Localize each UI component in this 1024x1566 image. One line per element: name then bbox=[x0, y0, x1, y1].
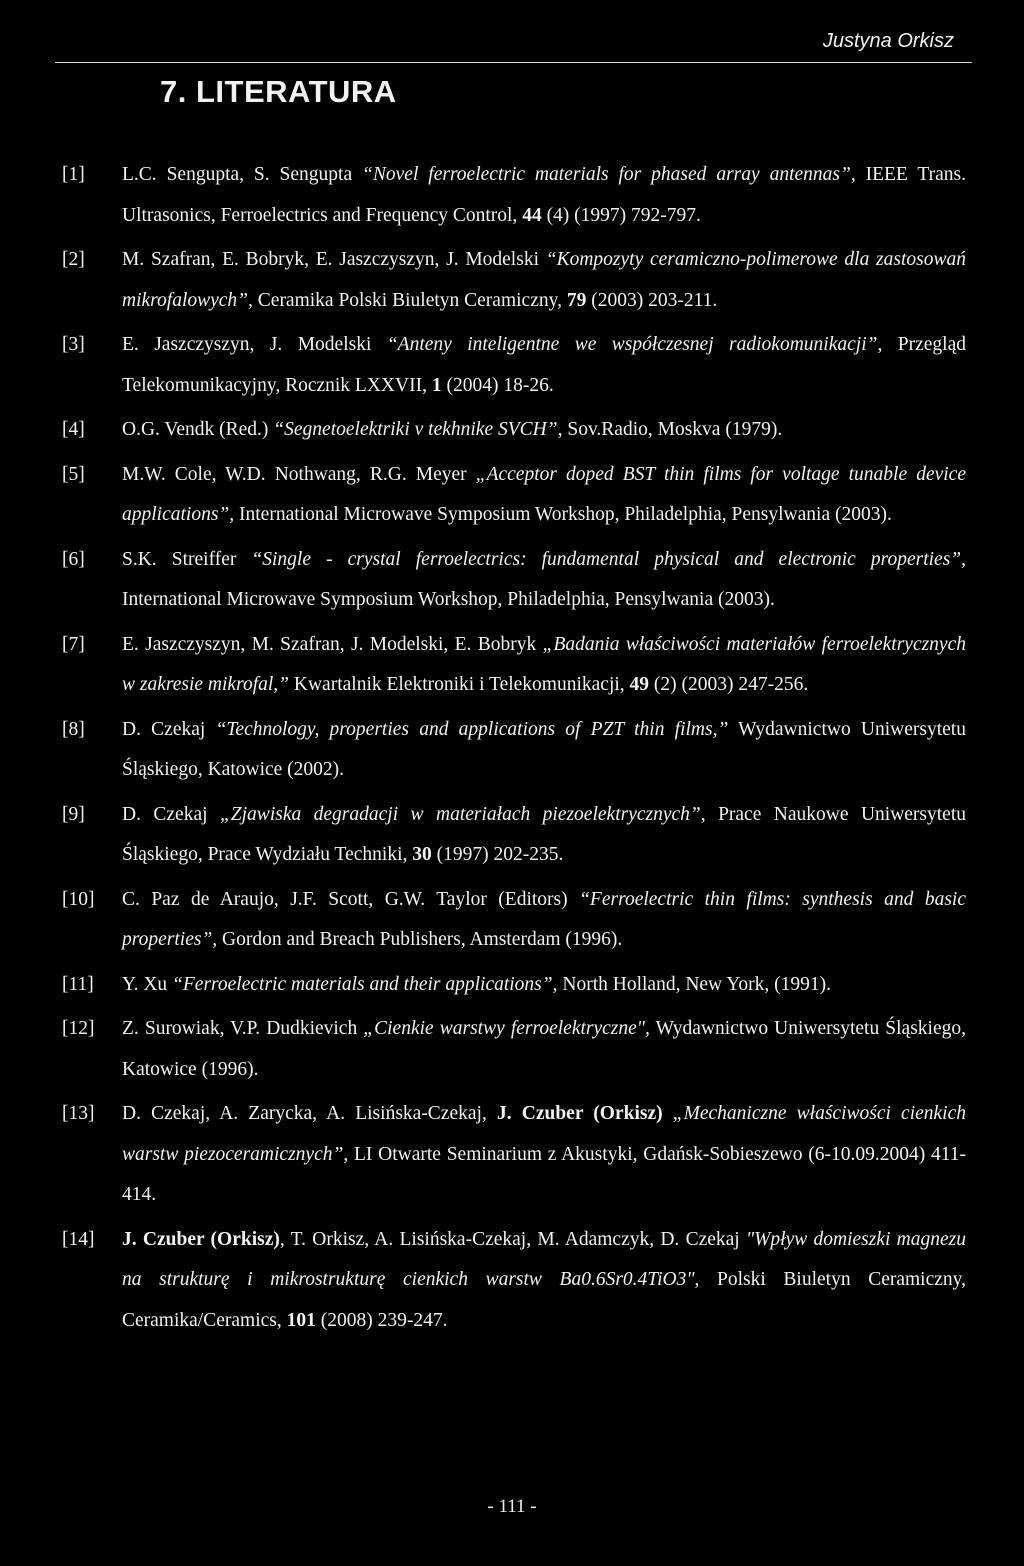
reference-segment: D. Czekaj bbox=[122, 718, 216, 740]
reference-segment: M. Szafran, E. Bobryk, E. Jaszczyszyn, J. Modelski bbox=[122, 249, 546, 270]
reference-segment: , LI Otwarte Seminarium z Akustyki, Gdańsk-Sobieszewo (6-10.09.2004) 411-414. bbox=[122, 1143, 966, 1205]
reference-list bbox=[62, 155, 966, 1345]
reference-item bbox=[62, 325, 966, 406]
reference-text bbox=[122, 965, 966, 1006]
reference-title: “Ferroelectric thin films: synthesis and basic properties” bbox=[122, 888, 966, 950]
reference-title: “Single - crystal ferroelectrics: fundamental physical and electronic properties”, bbox=[251, 548, 967, 570]
reference-item bbox=[62, 540, 966, 621]
reference-title: „Cienkie warstwy ferroelektryczne", bbox=[363, 1018, 650, 1039]
reference-segment: Y. Xu bbox=[122, 973, 173, 995]
reference-emphasis: 30 bbox=[412, 844, 432, 865]
reference-segment: (4) (1997) 792-797. bbox=[541, 204, 701, 226]
reference-item bbox=[62, 1094, 966, 1216]
reference-emphasis: 79 bbox=[566, 289, 587, 311]
reference-emphasis: 1 bbox=[431, 374, 442, 396]
reference-text bbox=[122, 540, 966, 621]
reference-segment: S.K. Streiffer bbox=[122, 548, 252, 570]
reference-item bbox=[62, 880, 966, 961]
reference-segment: Wydawnictwo Uniwersytetu Śląskiego, Katowice (2002). bbox=[122, 718, 966, 780]
reference-text bbox=[122, 1220, 966, 1342]
reference-segment: O.G. Vendk (Red.) bbox=[122, 419, 274, 440]
reference-segment: , Prace Naukowe Uniwersytetu Śląskiego, Prace Wydziału Techniki, bbox=[122, 803, 966, 865]
reference-emphasis: 49 bbox=[629, 674, 650, 695]
reference-segment: (2004) 18-26. bbox=[441, 374, 554, 396]
reference-emphasis: 44 bbox=[522, 204, 542, 226]
reference-number: [7] bbox=[62, 633, 85, 655]
reference-title: „Zjawiska degradacji w materiałach piezoelektrycznych” bbox=[219, 803, 701, 825]
reference-segment: Wydawnictwo Uniwersytetu Śląskiego, Katowice (1996). bbox=[122, 1018, 966, 1080]
reference-title: “Segnetoelektriki v tekhnike SVCH” bbox=[273, 419, 558, 440]
reference-segment: Ceramika Polski Biuletyn Ceramiczny, bbox=[252, 289, 567, 311]
reference-title: "Wpływ domieszki magnezu na strukturę i mikrostrukturę cienkich warstw Ba0.6Sr0.4TiO3", bbox=[122, 1228, 966, 1290]
reference-number: [2] bbox=[62, 249, 85, 270]
reference-title: “Anteny inteligentne we współczesnej radiokomunikacji” bbox=[386, 334, 878, 355]
reference-title: “Kompozyty ceramiczno-polimerowe dla zastosowań mikrofalowych”, bbox=[122, 249, 966, 311]
reference-text bbox=[122, 880, 966, 961]
header-author: Justyna Orkisz bbox=[822, 30, 954, 52]
reference-segment: D. Czekaj, A. Zarycka, A. Lisińska-Czekaj, bbox=[122, 1103, 497, 1124]
reference-segment: L.C. Sengupta, S. Sengupta bbox=[122, 164, 363, 185]
page-number: - 111 - bbox=[487, 1496, 537, 1517]
reference-segment: C. Paz de Araujo, J.F. Scott, G.W. Taylor (Editors) bbox=[122, 888, 580, 910]
reference-text bbox=[122, 410, 966, 451]
header-rule bbox=[55, 62, 972, 63]
reference-number: [10] bbox=[62, 888, 95, 910]
reference-title: „Badania właściwości materiałów ferroelektrycznych w zakresie mikrofal,” bbox=[122, 633, 966, 695]
reference-segment: (2) (2003) 247-256. bbox=[649, 674, 809, 695]
reference-number: [11] bbox=[62, 973, 94, 995]
reference-number: [12] bbox=[62, 1018, 95, 1039]
reference-segment: E. Jaszczyszyn, J. Modelski bbox=[122, 334, 387, 355]
reference-item bbox=[62, 795, 966, 876]
reference-number: [13] bbox=[62, 1103, 95, 1124]
reference-item bbox=[62, 240, 966, 321]
reference-segment: , North Holland, New York, (1991). bbox=[552, 973, 832, 995]
reference-item bbox=[62, 625, 966, 706]
reference-emphasis: J. Czuber (Orkisz) bbox=[122, 1228, 280, 1250]
reference-title: “Technology, properties and applications of PZT thin films,” bbox=[215, 718, 729, 740]
reference-number: [8] bbox=[62, 718, 85, 740]
reference-number: [3] bbox=[62, 334, 85, 355]
reference-item bbox=[62, 410, 966, 451]
reference-segment: Kwartalnik Elektroniki i Telekomunikacji, bbox=[289, 674, 630, 695]
reference-text bbox=[122, 795, 966, 876]
reference-segment: M.W. Cole, W.D. Nothwang, R.G. Meyer bbox=[122, 463, 476, 485]
reference-segment: IEEE Trans. Ultrasonics, Ferroelectrics and Frequency Control, bbox=[122, 164, 966, 226]
reference-item bbox=[62, 965, 966, 1006]
reference-segment: Polski Biuletyn Ceramiczny, Ceramika/Ceramics, bbox=[122, 1269, 967, 1331]
reference-text bbox=[122, 1094, 966, 1216]
reference-title: “Novel ferroelectric materials for phased array antennas”, bbox=[362, 164, 856, 185]
reference-segment bbox=[663, 1103, 673, 1124]
reference-segment: International Microwave Symposium Workshop, Philadelphia, Pensylwania (2003). bbox=[234, 504, 892, 525]
reference-text bbox=[122, 1009, 966, 1090]
reference-item bbox=[62, 710, 966, 791]
reference-segment: , Sov.Radio, Moskva (1979). bbox=[557, 419, 783, 440]
reference-segment: Z. Surowiak, V.P. Dudkievich bbox=[122, 1018, 364, 1039]
reference-segment: , Gordon and Breach Publishers, Amsterdam (1996). bbox=[212, 929, 623, 950]
reference-text bbox=[122, 625, 966, 706]
reference-segment: (2008) 239-247. bbox=[315, 1309, 448, 1331]
reference-emphasis: 101 bbox=[286, 1309, 316, 1331]
reference-segment: D. Czekaj bbox=[122, 803, 220, 825]
reference-segment: , Przegląd Telekomunikacyjny, Rocznik LXXVII, bbox=[122, 334, 966, 396]
reference-text bbox=[122, 710, 966, 791]
reference-text bbox=[122, 240, 966, 321]
reference-title: „Acceptor doped BST thin films for voltage tunable device applications”, bbox=[122, 463, 966, 525]
reference-text bbox=[122, 325, 966, 406]
reference-segment: International Microwave Symposium Workshop, Philadelphia, Pensylwania (2003). bbox=[122, 589, 775, 610]
reference-emphasis: J. Czuber (Orkisz) bbox=[496, 1103, 663, 1124]
section-title: 7. LITERATURA bbox=[160, 74, 397, 109]
reference-text bbox=[122, 155, 966, 236]
reference-number: [5] bbox=[62, 463, 85, 485]
reference-number: [14] bbox=[62, 1228, 95, 1250]
reference-segment: (1997) 202-235. bbox=[431, 844, 564, 865]
reference-segment: (2003) 203-211. bbox=[586, 289, 718, 311]
reference-title: „Mechaniczne właściwości cienkich warstw piezoceramicznych” bbox=[122, 1103, 967, 1165]
reference-number: [4] bbox=[62, 419, 85, 440]
reference-number: [9] bbox=[62, 803, 85, 825]
reference-item bbox=[62, 1009, 966, 1090]
reference-segment: E. Jaszczyszyn, M. Szafran, J. Modelski, E. Bobryk bbox=[122, 633, 543, 655]
reference-text bbox=[122, 455, 966, 536]
reference-item bbox=[62, 455, 966, 536]
reference-title: “Ferroelectric materials and their applications” bbox=[172, 973, 553, 995]
reference-number: [1] bbox=[62, 164, 85, 185]
reference-number: [6] bbox=[62, 548, 85, 570]
reference-item bbox=[62, 155, 966, 236]
reference-item bbox=[62, 1220, 966, 1342]
reference-segment: , T. Orkisz, A. Lisińska-Czekaj, M. Adamczyk, D. Czekaj bbox=[279, 1228, 746, 1250]
